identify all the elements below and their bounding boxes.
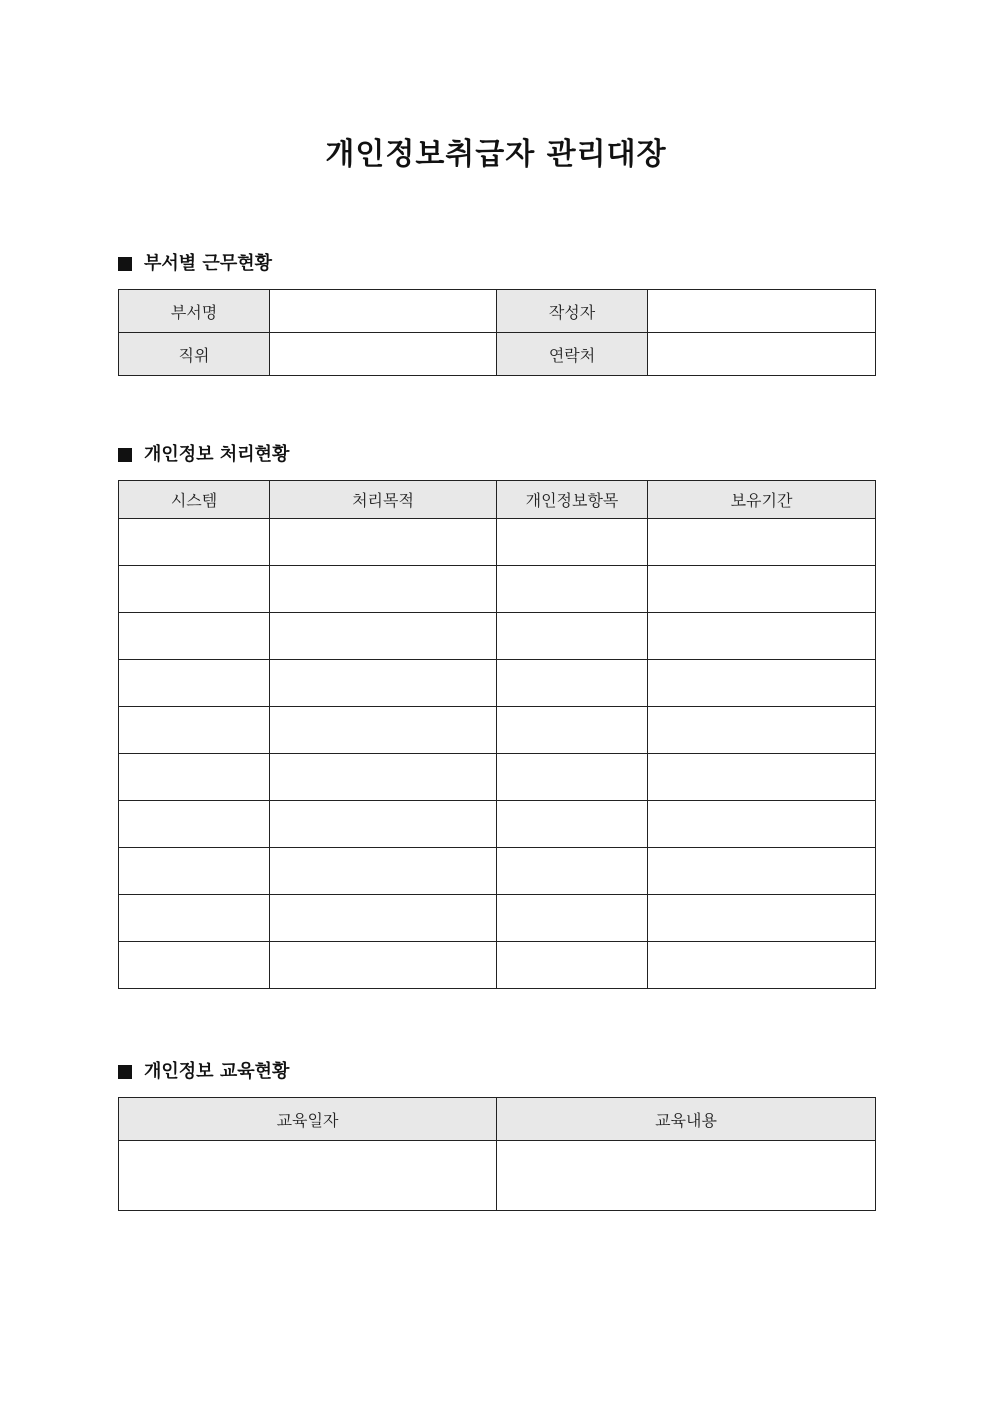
purpose-cell[interactable] [270,519,497,566]
purpose-cell[interactable] [270,942,497,989]
purpose-cell[interactable] [270,707,497,754]
table-row [119,754,876,801]
retention-cell[interactable] [648,519,876,566]
table-row [119,942,876,989]
column-header-education-date: 교육일자 [119,1098,497,1141]
system-cell[interactable] [119,895,270,942]
table-header-row [119,1098,876,1141]
column-header-retention: 보유기간 [648,481,876,519]
system-cell[interactable] [119,660,270,707]
purpose-cell[interactable] [270,895,497,942]
items-cell[interactable] [497,519,648,566]
section-heading-label: 개인정보 처리현황 [144,444,290,465]
author-field[interactable] [648,290,876,333]
section-heading-processing [118,442,289,468]
items-cell[interactable] [497,801,648,848]
retention-cell[interactable] [648,754,876,801]
system-cell[interactable] [119,566,270,613]
items-cell[interactable] [497,942,648,989]
table-row [119,290,876,333]
education-date-cell[interactable] [119,1141,497,1211]
department-name-field[interactable] [270,290,497,333]
contact-field[interactable] [648,333,876,376]
purpose-cell[interactable] [270,613,497,660]
system-cell[interactable] [119,848,270,895]
section-heading-department [118,251,272,277]
retention-cell[interactable] [648,660,876,707]
black-square-icon [118,448,132,462]
retention-cell[interactable] [648,566,876,613]
processing-table [118,480,876,989]
items-cell[interactable] [497,660,648,707]
purpose-cell[interactable] [270,754,497,801]
retention-cell[interactable] [648,895,876,942]
label-position: 직위 [119,333,270,376]
system-cell[interactable] [119,613,270,660]
items-cell[interactable] [497,707,648,754]
table-row [119,848,876,895]
items-cell[interactable] [497,566,648,613]
purpose-cell[interactable] [270,848,497,895]
table-row [119,660,876,707]
column-header-education-content: 교육내용 [497,1098,876,1141]
column-header-items: 개인정보항목 [497,481,648,519]
purpose-cell[interactable] [270,660,497,707]
retention-cell[interactable] [648,613,876,660]
items-cell[interactable] [497,848,648,895]
retention-cell[interactable] [648,801,876,848]
items-cell[interactable] [497,895,648,942]
table-row [119,1141,876,1211]
purpose-cell[interactable] [270,566,497,613]
section-heading-label: 부서별 근무현황 [144,253,272,274]
purpose-cell[interactable] [270,801,497,848]
table-row [119,333,876,376]
system-cell[interactable] [119,801,270,848]
table-row [119,801,876,848]
black-square-icon [118,1065,132,1079]
department-table [118,289,876,376]
section-heading-education [118,1059,289,1085]
table-row [119,613,876,660]
column-header-purpose: 처리목적 [270,481,497,519]
retention-cell[interactable] [648,942,876,989]
system-cell[interactable] [119,754,270,801]
label-department-name: 부서명 [119,290,270,333]
items-cell[interactable] [497,754,648,801]
table-header-row [119,481,876,519]
items-cell[interactable] [497,613,648,660]
retention-cell[interactable] [648,848,876,895]
table-row [119,707,876,754]
position-field[interactable] [270,333,497,376]
retention-cell[interactable] [648,707,876,754]
table-row [119,519,876,566]
document-title: 개인정보취급자 관리대장 [325,137,667,172]
education-table [118,1097,876,1211]
system-cell[interactable] [119,707,270,754]
system-cell[interactable] [119,519,270,566]
section-heading-label: 개인정보 교육현황 [144,1061,290,1082]
column-header-system: 시스템 [119,481,270,519]
label-contact: 연락처 [497,333,648,376]
label-author: 작성자 [497,290,648,333]
education-content-cell[interactable] [497,1141,876,1211]
black-square-icon [118,257,132,271]
table-row [119,566,876,613]
system-cell[interactable] [119,942,270,989]
table-row [119,895,876,942]
